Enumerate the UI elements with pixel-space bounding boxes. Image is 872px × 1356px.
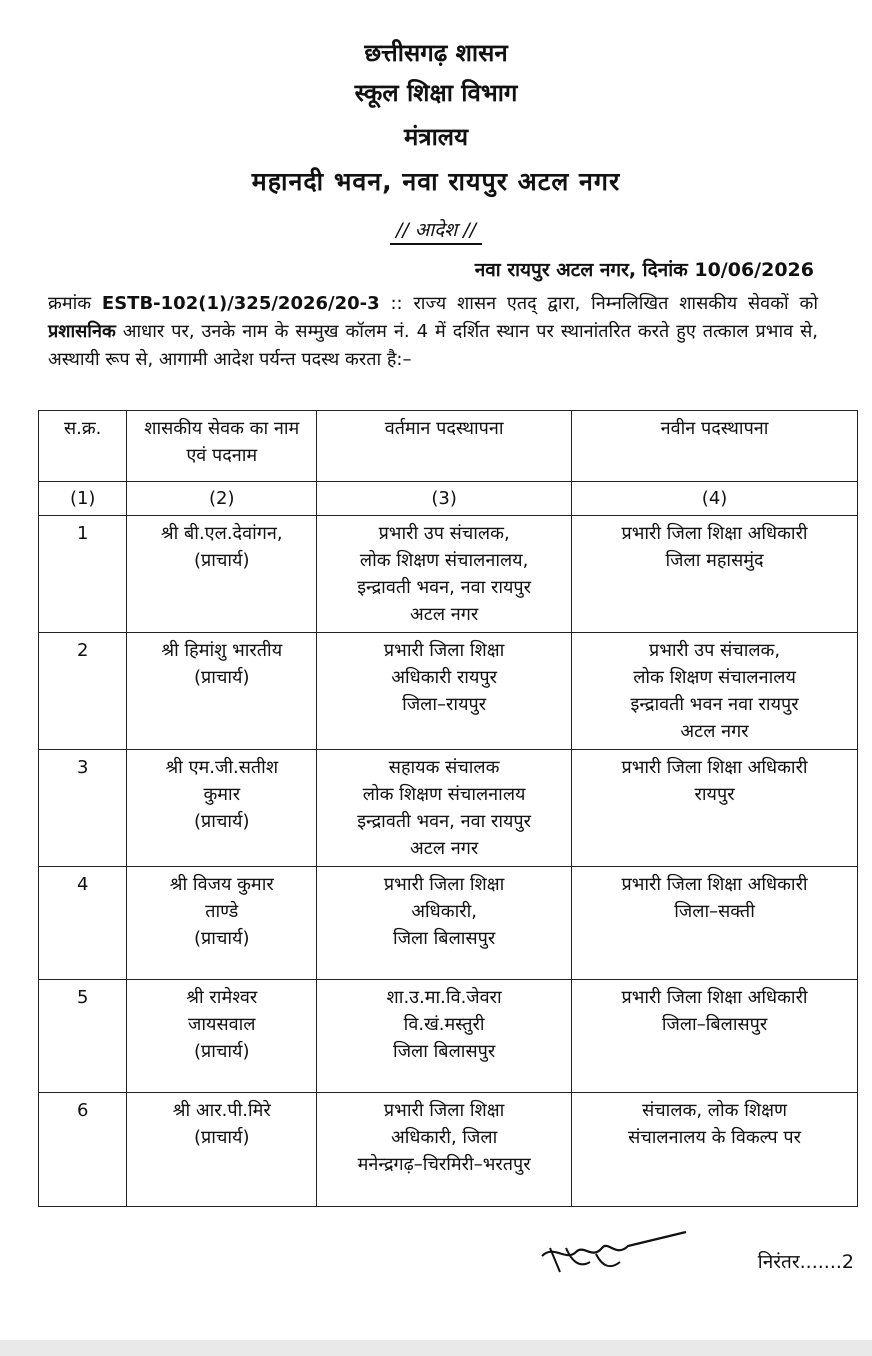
header-ministry: मंत्रालय: [403, 123, 468, 151]
signature-image: [536, 1218, 696, 1288]
col-number-1: (1): [39, 482, 127, 516]
table-row: [39, 516, 858, 633]
cell-sno: 6: [39, 1093, 127, 1207]
cell-sno: 4: [39, 867, 127, 980]
cell-name-line: (प्राचार्य): [194, 928, 250, 949]
order-bold-word: प्रशासनिक: [48, 321, 116, 342]
cell-name-line: (प्राचार्य): [194, 1041, 250, 1062]
cell-new-posting-line: प्रभारी जिला शिक्षा अधिकारी: [621, 874, 808, 895]
cell-current-posting-line: प्रभारी जिला शिक्षा: [383, 1100, 505, 1121]
cell-current-posting-line: अटल नगर: [410, 838, 479, 859]
order-title: [0, 216, 872, 242]
cell-new-posting-line: प्रभारी जिला शिक्षा अधिकारी: [621, 523, 808, 544]
cell-name: [127, 750, 317, 867]
cell-name-line: श्री आर.पी.मिरे: [172, 1100, 271, 1121]
cell-current-posting-line: जिला–रायपुर: [402, 694, 487, 715]
cell-name-line: जायसवाल: [188, 1014, 256, 1035]
cell-name-line: कुमार: [203, 784, 241, 805]
table-column-number-row: [39, 482, 858, 516]
cell-current-posting-line: प्रभारी उप संचालक,: [378, 523, 510, 544]
col-number-3: (3): [317, 482, 572, 516]
cell-new-posting-line: प्रभारी जिला शिक्षा अधिकारी: [621, 987, 808, 1008]
cell-current-posting-line: शा.उ.मा.वि.जेवरा: [386, 987, 502, 1008]
cell-new-posting: [572, 750, 858, 867]
order-prefix: क्रमांक: [48, 293, 102, 314]
table-row: [39, 750, 858, 867]
table-row: [39, 867, 858, 980]
cell-name: [127, 1093, 317, 1207]
cell-sno: 3: [39, 750, 127, 867]
cell-new-posting-line: जिला–बिलासपुर: [661, 1014, 768, 1035]
header-sno: स.क्र.: [39, 411, 127, 482]
cell-name: [127, 516, 317, 633]
cell-sno: 1: [39, 516, 127, 633]
cell-name-line: (प्राचार्य): [194, 1127, 250, 1148]
cell-new-posting: [572, 867, 858, 980]
cell-name-line: (प्राचार्य): [194, 667, 250, 688]
cell-new-posting-line: संचालनालय के विकल्प पर: [628, 1127, 801, 1148]
cell-current-posting-line: लोक शिक्षण संचालनालय: [362, 784, 526, 805]
cell-name-line: श्री हिमांशु भारतीय: [161, 640, 283, 661]
table-row: [39, 980, 858, 1093]
cell-new-posting-line: अटल नगर: [680, 721, 749, 742]
cell-name: [127, 633, 317, 750]
cell-new-posting: [572, 1093, 858, 1207]
date-line: नवा रायपुर अटल नगर, दिनांक 10/06/2026: [474, 259, 814, 281]
cell-current-posting-line: प्रभारी जिला शिक्षा: [383, 640, 505, 661]
page-bottom-strip: [0, 1340, 872, 1356]
header-current-posting: वर्तमान पदस्थापना: [317, 411, 572, 482]
cell-current-posting-line: अधिकारी रायपुर: [391, 667, 497, 688]
cell-name-line: श्री विजय कुमार: [169, 874, 274, 895]
cell-sno: 2: [39, 633, 127, 750]
table-row: [39, 1093, 858, 1207]
cell-current-posting: [317, 633, 572, 750]
table-header-row: [39, 411, 858, 482]
order-text-1: :: राज्य शासन एतद् द्वारा, निम्नलिखित शासकीय सेवकों को: [379, 293, 819, 314]
cell-new-posting-line: जिला–सक्ती: [674, 901, 755, 922]
cell-name-line: ताण्डे: [205, 901, 239, 922]
cell-name-line: श्री रामेश्वर: [186, 987, 258, 1008]
cell-new-posting-line: प्रभारी जिला शिक्षा अधिकारी: [621, 757, 808, 778]
col-number-2: (2): [127, 482, 317, 516]
cell-current-posting: [317, 1093, 572, 1207]
order-title-text: // आदेश //: [390, 219, 482, 245]
cell-new-posting-line: रायपुर: [694, 784, 735, 805]
table-row: [39, 633, 858, 750]
cell-new-posting-line: प्रभारी उप संचालक,: [648, 640, 781, 661]
cell-current-posting-line: इन्द्रावती भवन, नवा रायपुर: [357, 577, 532, 598]
cell-new-posting: [572, 980, 858, 1093]
cell-current-posting-line: सहायक संचालक: [388, 757, 500, 778]
cell-current-posting-line: प्रभारी जिला शिक्षा: [383, 874, 505, 895]
cell-current-posting-line: वि.खं.मस्तुरी: [403, 1014, 485, 1035]
cell-name-line: श्री बी.एल.देवांगन,: [160, 523, 283, 544]
cell-current-posting: [317, 867, 572, 980]
cell-name: [127, 980, 317, 1093]
cell-name-line: (प्राचार्य): [194, 550, 250, 571]
cell-current-posting-line: मनेन्द्रगढ़–चिरमिरी–भरतपुर: [357, 1154, 531, 1175]
table-body: [39, 516, 858, 1207]
cell-current-posting-line: जिला बिलासपुर: [393, 928, 496, 949]
cell-sno: 5: [39, 980, 127, 1093]
order-text-2: आधार पर, उनके नाम के सम्मुख कॉलम नं. 4 में दर्शित स्थान पर स्थानांतरित करते हुए तत्काल प्रभाव से, अस्थायी रूप से, आगामी आदेश पर्यन्त पदस्थ करता है:–: [48, 321, 818, 370]
cell-new-posting-line: लोक शिक्षण संचालनालय: [633, 667, 796, 688]
cell-new-posting: [572, 633, 858, 750]
transfer-table: [38, 410, 858, 1207]
cell-new-posting-line: इन्द्रावती भवन नवा रायपुर: [630, 694, 799, 715]
col-number-4: (4): [572, 482, 858, 516]
header-government: छत्तीसगढ़ शासन: [364, 39, 508, 67]
cell-current-posting-line: अधिकारी,: [411, 901, 477, 922]
cell-current-posting-line: लोक शिक्षण संचालनालय,: [359, 550, 529, 571]
header-new-posting: नवीन पदस्थापना: [572, 411, 858, 482]
cell-current-posting: [317, 516, 572, 633]
cell-new-posting: [572, 516, 858, 633]
order-number: ESTB-102(1)/325/2026/20-3: [101, 293, 380, 314]
header-name: शासकीय सेवक का नाम एवं पदनाम: [127, 411, 317, 482]
cell-name: [127, 867, 317, 980]
cell-new-posting-line: संचालक, लोक शिक्षण: [642, 1100, 788, 1121]
header-address: महानदी भवन, नवा रायपुर अटल नगर: [251, 167, 621, 196]
cell-current-posting: [317, 750, 572, 867]
order-paragraph: [48, 290, 818, 374]
cell-new-posting-line: जिला महासमुंद: [665, 550, 764, 571]
header-department: स्कूल शिक्षा विभाग: [354, 79, 518, 107]
cell-name-line: (प्राचार्य): [194, 811, 250, 832]
cell-current-posting: [317, 980, 572, 1093]
cell-current-posting-line: अधिकारी, जिला: [390, 1127, 498, 1148]
continued-note: निरंतर.......2: [757, 1251, 854, 1273]
cell-current-posting-line: जिला बिलासपुर: [393, 1041, 496, 1062]
cell-name-line: श्री एम.जी.सतीश: [165, 757, 279, 778]
cell-current-posting-line: अटल नगर: [410, 604, 479, 625]
cell-current-posting-line: इन्द्रावती भवन, नवा रायपुर: [357, 811, 532, 832]
